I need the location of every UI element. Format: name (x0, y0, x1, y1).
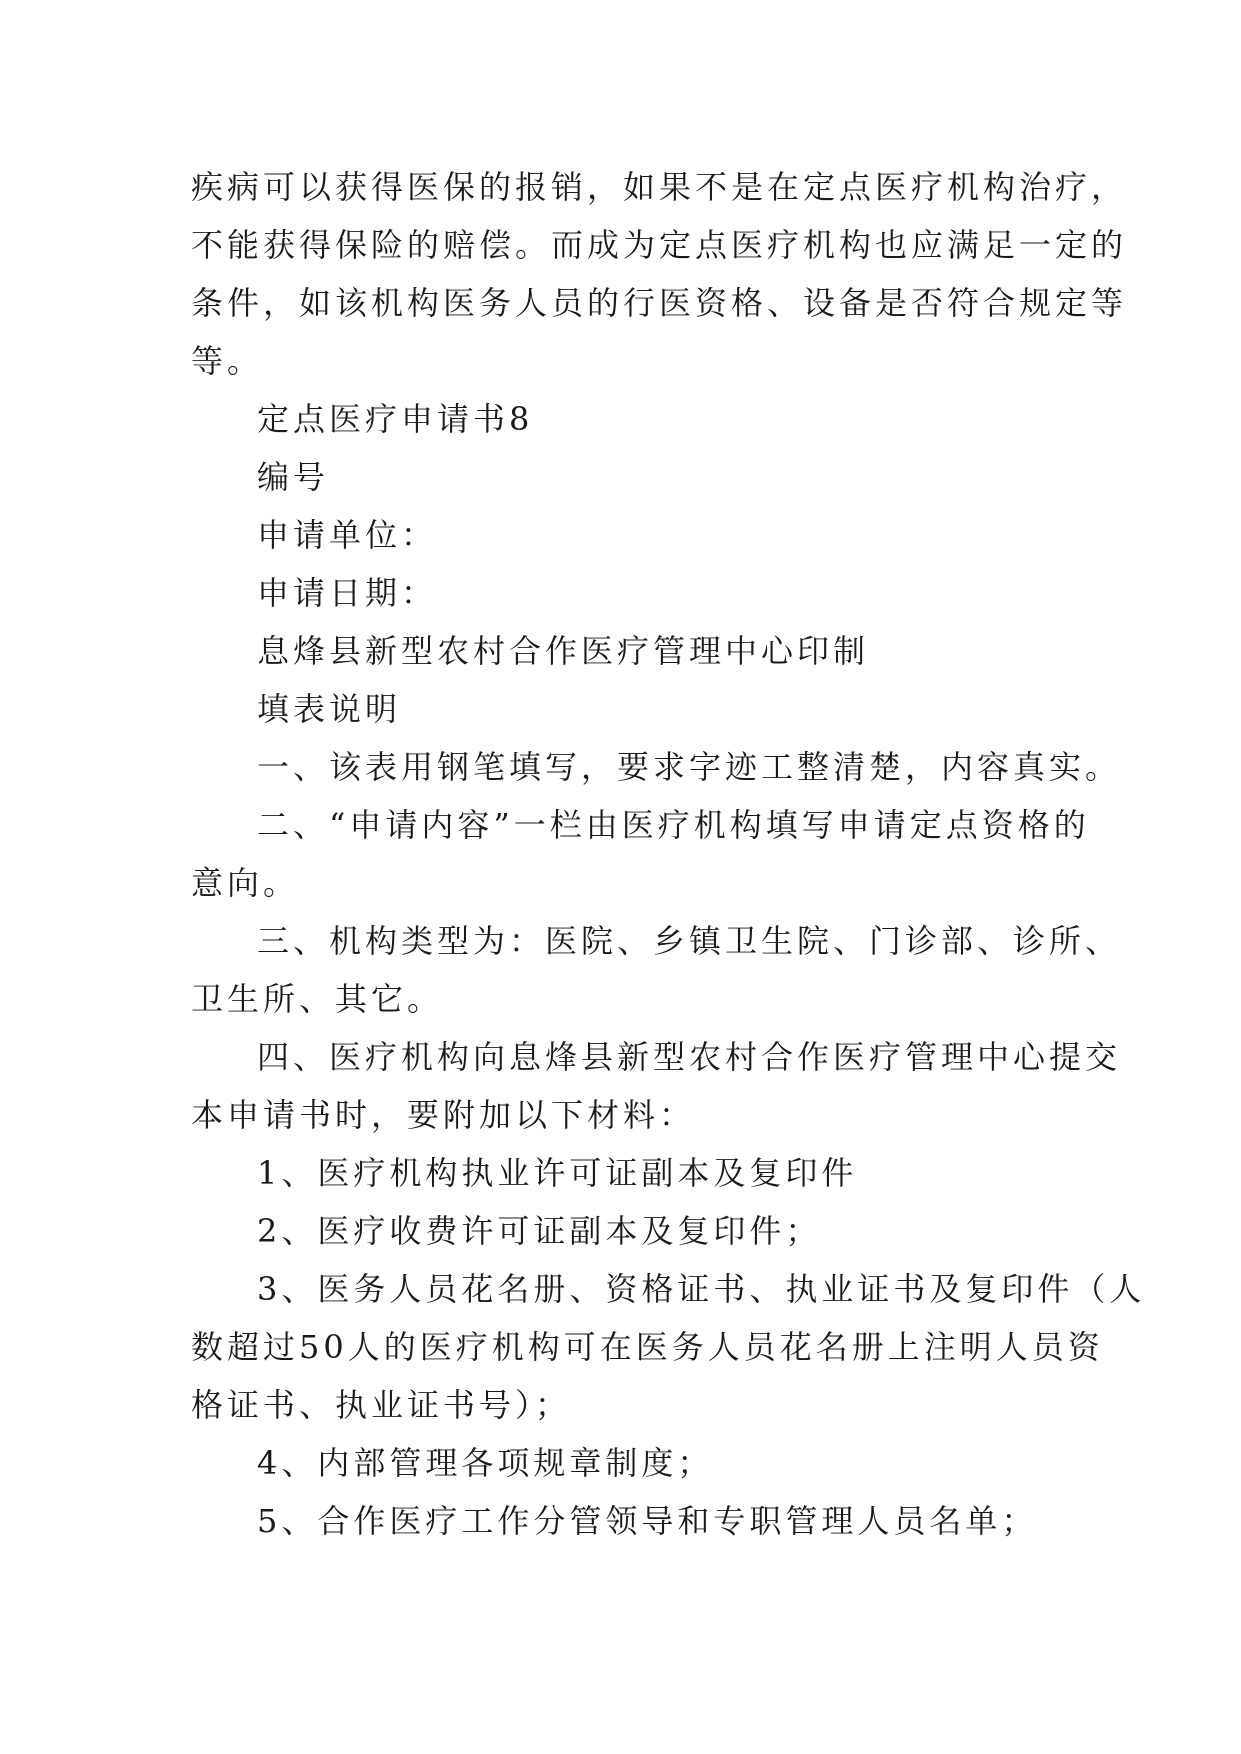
body-line: 等。 (191, 342, 264, 380)
field-label-number: 编号 (257, 458, 330, 496)
body-line: 疾病可以获得医保的报销，如果不是在定点医疗机构治疗， (191, 168, 1128, 206)
material-continuation: 格证书、执业证书号）； (191, 1386, 572, 1424)
section-title: 定点医疗申请书8 (257, 400, 534, 438)
body-line: 不能获得保险的赔偿。而成为定点医疗机构也应满足一定的 (191, 226, 1128, 264)
field-label-applicant: 申请单位： (257, 516, 438, 554)
instructions-heading: 填表说明 (257, 690, 402, 728)
instruction-continuation: 意向。 (191, 864, 300, 902)
instruction-item: 二、“申请内容”一栏由医疗机构填写申请定点资格的 (257, 806, 1090, 844)
document-body (191, 158, 1146, 1550)
instruction-item: 一、该表用钢笔填写，要求字迹工整清楚，内容真实。 (257, 748, 1122, 786)
material-item: 1、医疗机构执业许可证副本及复印件 (257, 1154, 858, 1192)
body-line: 条件，如该机构医务人员的行医资格、设备是否符合规定等 (191, 284, 1128, 322)
field-label-date: 申请日期： (257, 574, 438, 612)
instruction-continuation: 卫生所、其它。 (191, 980, 444, 1018)
instruction-item: 三、机构类型为：医院、乡镇卫生院、门诊部、诊所、 (257, 922, 1122, 960)
material-item: 5、合作医疗工作分管领导和专职管理人员名单； (257, 1502, 1038, 1540)
instruction-continuation: 本申请书时，要附加以下材料： (191, 1096, 696, 1134)
material-item: 3、医务人员花名册、资格证书、执业证书及复印件（人 (257, 1270, 1146, 1308)
material-item: 2、医疗收费许可证副本及复印件； (257, 1212, 822, 1250)
issuer-line: 息烽县新型农村合作医疗管理中心印制 (257, 632, 870, 670)
instruction-item: 四、医疗机构向息烽县新型农村合作医疗管理中心提交 (257, 1038, 1122, 1076)
material-continuation: 数超过50人的医疗机构可在医务人员花名册上注明人员资 (191, 1328, 1104, 1366)
material-item: 4、内部管理各项规章制度； (257, 1444, 714, 1482)
